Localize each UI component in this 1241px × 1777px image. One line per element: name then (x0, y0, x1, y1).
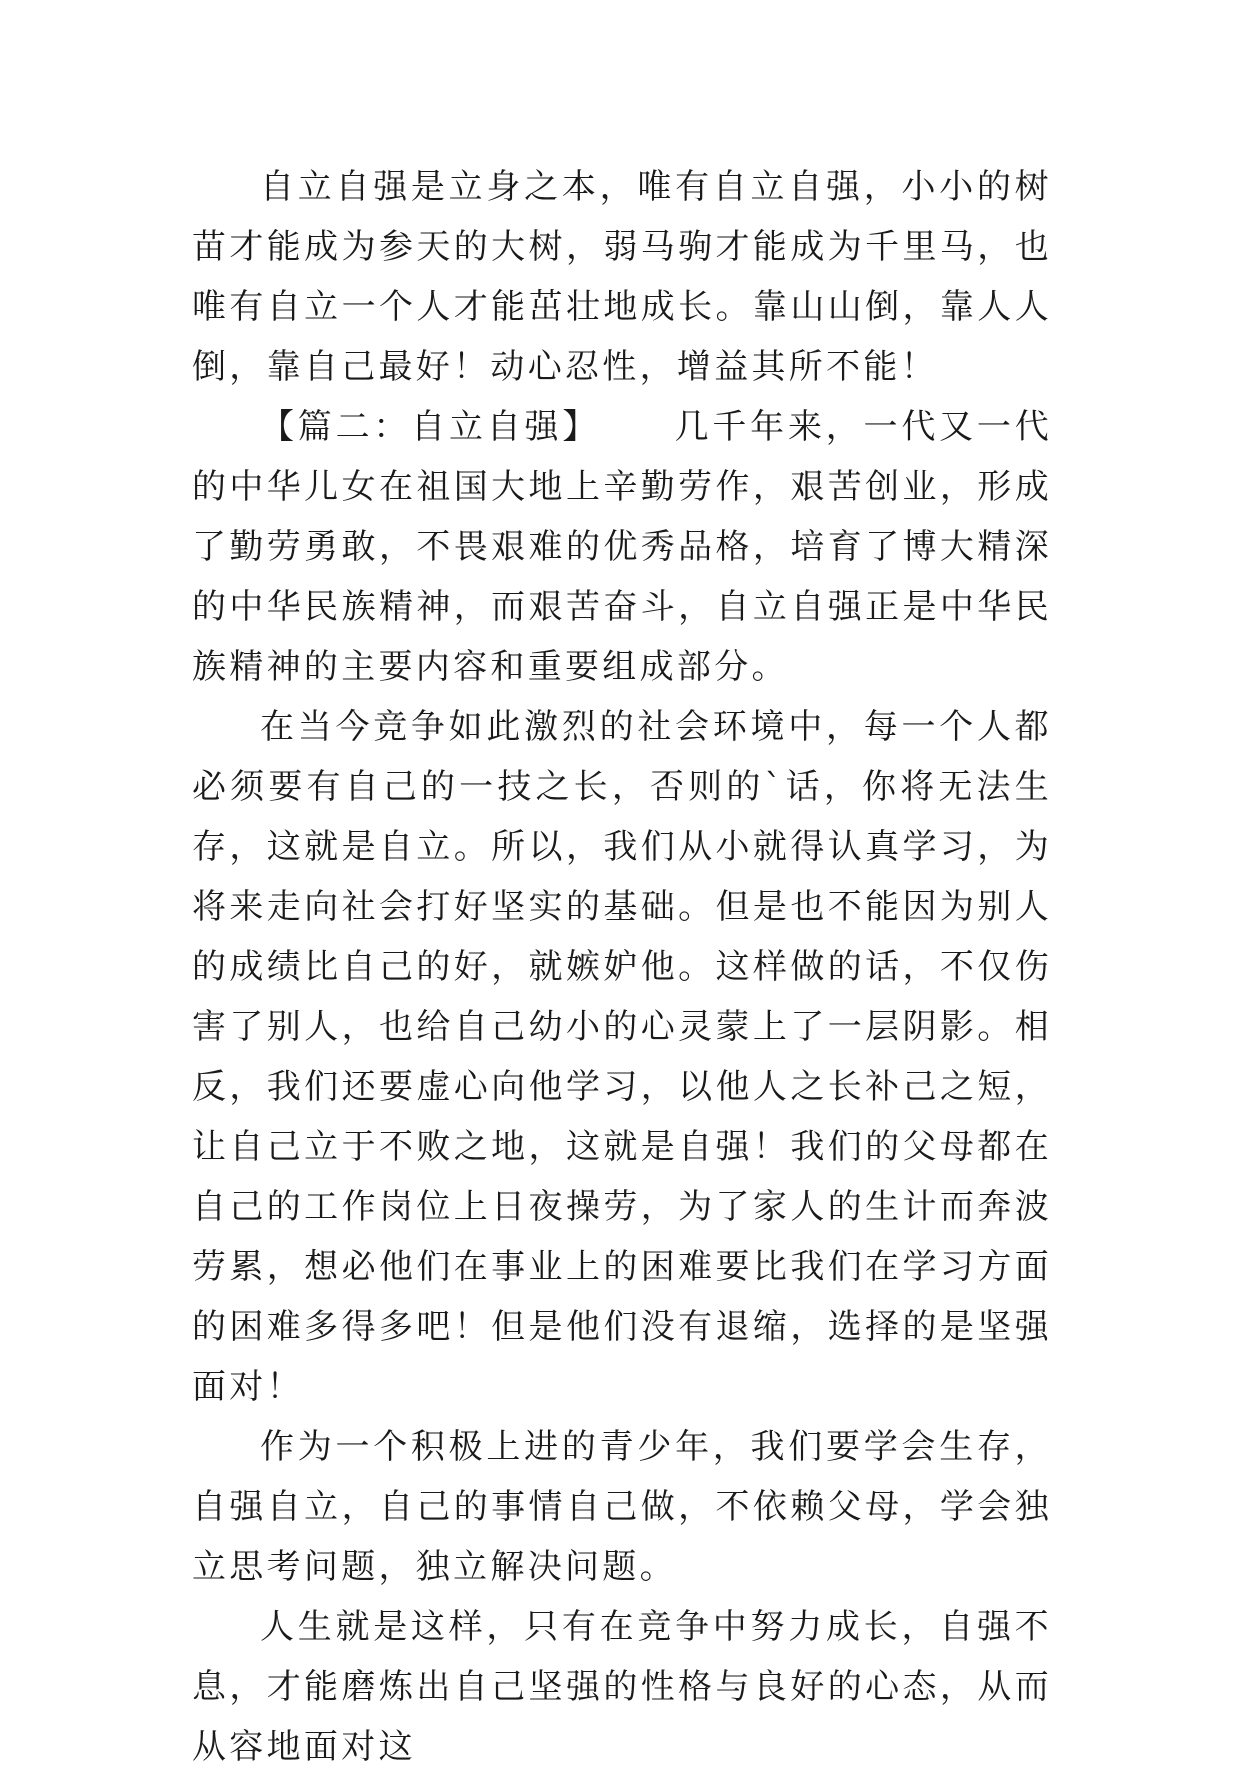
paragraph-1: 自立自强是立身之本，唯有自立自强，小小的树苗才能成为参天的大树，弱马驹才能成为千里马，也唯有自立一个人才能茁壮地成长。靠山山倒，靠人人倒，靠自己最好！动心忍性，增益其所不能！ (192, 167, 1052, 387)
paragraph-5: 人生就是这样，只有在竞争中努力成长，自强不息，才能磨炼出自己坚强的性格与良好的心态，从而从容地面对这 (192, 1607, 1052, 1767)
paragraph-3: 在当今竞争如此激烈的社会环境中，每一个人都必须要有自己的一技之长，否则的`话，你将无法生存，这就是自立。所以，我们从小就得认真学习，为将来走向社会打好坚实的基础。但是也不能因为别人的成绩比自己的好，就嫉妒他。这样做的话，不仅伤害了别人，也给自己幼小的心灵蒙上了一层阴影。相反，我们还要虚心向他学习，以他人之长补己之短，让自己立于不败之地，这就是自强！我们的父母都在自己的工作岗位上日夜操劳，为了家人的生计而奔波劳累，想必他们在事业上的困难要比我们在学习方面的困难多得多吧！但是他们没有退缩，选择的是坚强面对！ (192, 707, 1052, 1407)
document-body (192, 157, 1052, 1777)
paragraph-2-text: 几千年来，一代又一代的中华儿女在祖国大地上辛勤劳作，艰苦创业，形成了勤劳勇敢，不畏艰难的优秀品格，培育了博大精深的中华民族精神，而艰苦奋斗，自立自强正是中华民族精神的主要内容和重要组成部分。 (192, 407, 1053, 687)
section-heading: 【篇二：自立自强】 (260, 407, 601, 447)
paragraph-2 (192, 397, 1052, 697)
paragraph-4: 作为一个积极上进的青少年，我们要学会生存，自强自立，自己的事情自己做，不依赖父母，学会独立思考问题，独立解决问题。 (192, 1427, 1052, 1587)
